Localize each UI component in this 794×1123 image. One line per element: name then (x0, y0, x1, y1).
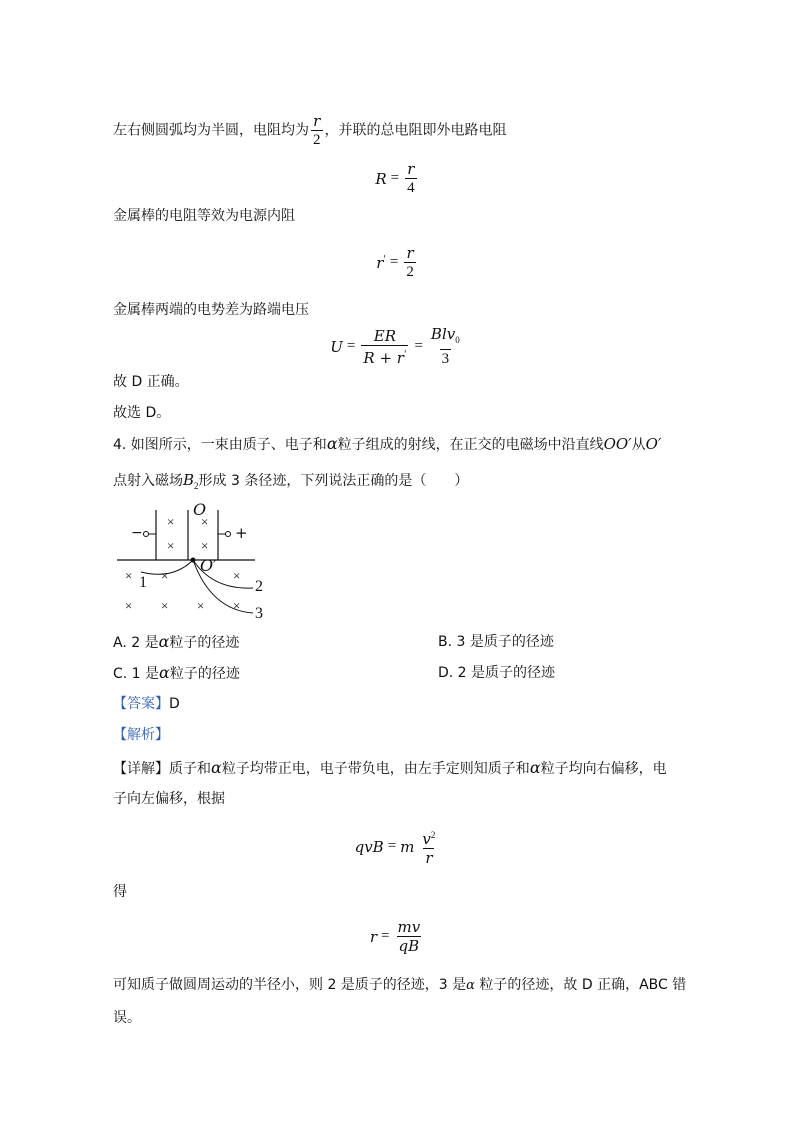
eq3-den1: R + r' (361, 345, 408, 367)
eq3-num2: Blv$_0$ (430, 325, 460, 345)
analysis-tag (113, 725, 169, 745)
detail-tag: 【详解】 (113, 761, 169, 777)
cross-6: × (161, 568, 169, 583)
question-4-line-1 (113, 434, 661, 455)
eq3-fraction-2 (429, 325, 462, 368)
frac-den: 2 (313, 132, 321, 148)
eq4-fraction (420, 826, 437, 867)
eq2-num: r (406, 244, 414, 262)
frac-num: r (313, 112, 321, 130)
option-b[interactable]: B. 3 是质子的径迹 (438, 634, 554, 650)
eq1-lhs: R (375, 169, 387, 188)
option-a[interactable] (113, 632, 239, 653)
option-a-text-post: 粒子的径迹 (169, 635, 240, 651)
answer-line (113, 694, 180, 714)
cross-8: × (125, 598, 133, 613)
minus-sign: − (131, 525, 143, 541)
o-prime-symbol: O′ (645, 435, 662, 453)
eq3-equals-2: = (414, 338, 423, 354)
answer-tag: 【答案】 (113, 696, 169, 712)
b2-symbol: $B_2$ (183, 471, 199, 491)
equation-r (0, 918, 794, 955)
cross-1: × (167, 514, 175, 529)
field-diagram (113, 500, 273, 625)
cross-3: × (167, 538, 175, 553)
equation-r-prime (0, 244, 794, 281)
conclusion-text-post: 粒子的径迹，故 D 正确，ABC 错 (474, 977, 687, 993)
track-label-1: 1 (139, 574, 147, 591)
q4-text-d: 点射入磁场 (113, 473, 183, 489)
eq1-fraction (405, 160, 417, 197)
answer-value: D (169, 696, 180, 712)
option-c-text-post: 粒子的径迹 (169, 666, 240, 682)
eq2-lhs: r' (376, 253, 386, 272)
alpha-symbol: α (529, 758, 541, 777)
conclusion-line-1 (113, 975, 686, 996)
eq4-equals: = (387, 838, 397, 854)
eq3-fraction-1 (361, 327, 408, 367)
analysis-tag-text: 【解析】 (113, 727, 169, 743)
eq1-equals: = (390, 170, 400, 186)
detail-line-1 (113, 758, 667, 779)
eq4-lhs: qvB (354, 837, 384, 856)
plus-terminal (226, 532, 231, 537)
oo-prime-symbol: OO′ (603, 435, 632, 453)
eq5-den: qB (398, 937, 420, 955)
equation-qvB (0, 826, 794, 867)
eq1-num: r (407, 160, 415, 178)
eq2-den: 2 (406, 264, 414, 280)
cross-9: × (161, 598, 169, 613)
cross-10: × (197, 598, 205, 613)
eq1-den: 4 (407, 180, 415, 196)
eq3-num1: ER (373, 326, 397, 345)
eq5-num: mv (397, 918, 421, 936)
minus-terminal (144, 532, 149, 537)
eq3-equals-1: = (346, 338, 356, 354)
alpha-symbol: α (211, 758, 222, 777)
para-2: 金属棒的电阻等效为电源内阻 (113, 208, 295, 224)
q4-text-b: 粒子组成的射线，在正交的电磁场中沿直线 (337, 437, 604, 453)
detail-text-b: 粒子均带正电，电子带负电，由左手定则知质子和 (221, 761, 530, 777)
cross-4: × (201, 538, 209, 553)
option-c-text-pre: C. 1 是 (113, 666, 160, 682)
label-o-prime: O′ (200, 556, 217, 575)
eq4-m: m (400, 837, 415, 856)
para-1-post: ，并联的总电阻即外电路电阻 (324, 122, 507, 139)
detail-text-c: 粒子均向右偏移，电 (540, 761, 667, 777)
question-4-line-2 (113, 470, 468, 496)
label-o: O (193, 500, 207, 519)
plus-sign: + (235, 524, 248, 542)
detail-line-2: 子向左偏移，根据 (113, 791, 225, 807)
eq2-fraction (404, 244, 416, 281)
detail-text-a: 质子和 (169, 761, 211, 777)
eq5-equals: = (381, 928, 390, 944)
equation-R (0, 160, 794, 197)
cross-2: × (201, 514, 209, 529)
para-3: 金属棒两端的电势差为路端电压 (113, 302, 309, 318)
para-4: 故 D 正确。 (113, 374, 189, 390)
alpha-symbol: α (326, 434, 338, 453)
q4-text-c: 从 (631, 437, 646, 453)
track-label-3: 3 (255, 605, 263, 622)
eq5-fraction (395, 918, 422, 955)
alpha-symbol: α (158, 632, 170, 651)
conclusion-line-2: 误。 (113, 1010, 141, 1026)
fraction-r-over-2 (311, 112, 323, 149)
option-a-text-pre: A. 2 是 (113, 635, 159, 651)
para-5: 故选 D。 (113, 405, 171, 421)
eq4-den: r (425, 849, 433, 867)
conclusion-text-pre: 可知质子做圆周运动的半径小，则 2 是质子的径迹，3 是 (113, 977, 467, 993)
de-line: 得 (113, 884, 127, 900)
para-1-pre: 左右侧圆弧均为半圆，电阻均为 (113, 122, 309, 139)
eq3-den2: 3 (441, 351, 450, 367)
eq4-num: $v^2$ (422, 830, 436, 848)
q4-text-e: 形成 3 条径迹，下列说法正确的是（ ） (198, 473, 469, 489)
alpha-symbol: α (159, 663, 170, 682)
para-1 (113, 112, 507, 149)
option-d[interactable]: D. 2 是质子的径迹 (438, 665, 556, 681)
eq2-equals: = (389, 254, 399, 270)
eq5-lhs: r (369, 927, 377, 946)
track-label-2: 2 (255, 578, 263, 595)
eq3-lhs: U (330, 337, 343, 356)
equation-U (0, 325, 794, 368)
cross-5: × (125, 568, 133, 583)
cross-11: × (233, 598, 241, 613)
alpha-symbol: α (466, 978, 475, 993)
q4-text-a: 4. 如图所示，一束由质子、电子和 (113, 437, 327, 453)
cross-7: × (233, 568, 241, 583)
option-c[interactable] (113, 663, 240, 684)
